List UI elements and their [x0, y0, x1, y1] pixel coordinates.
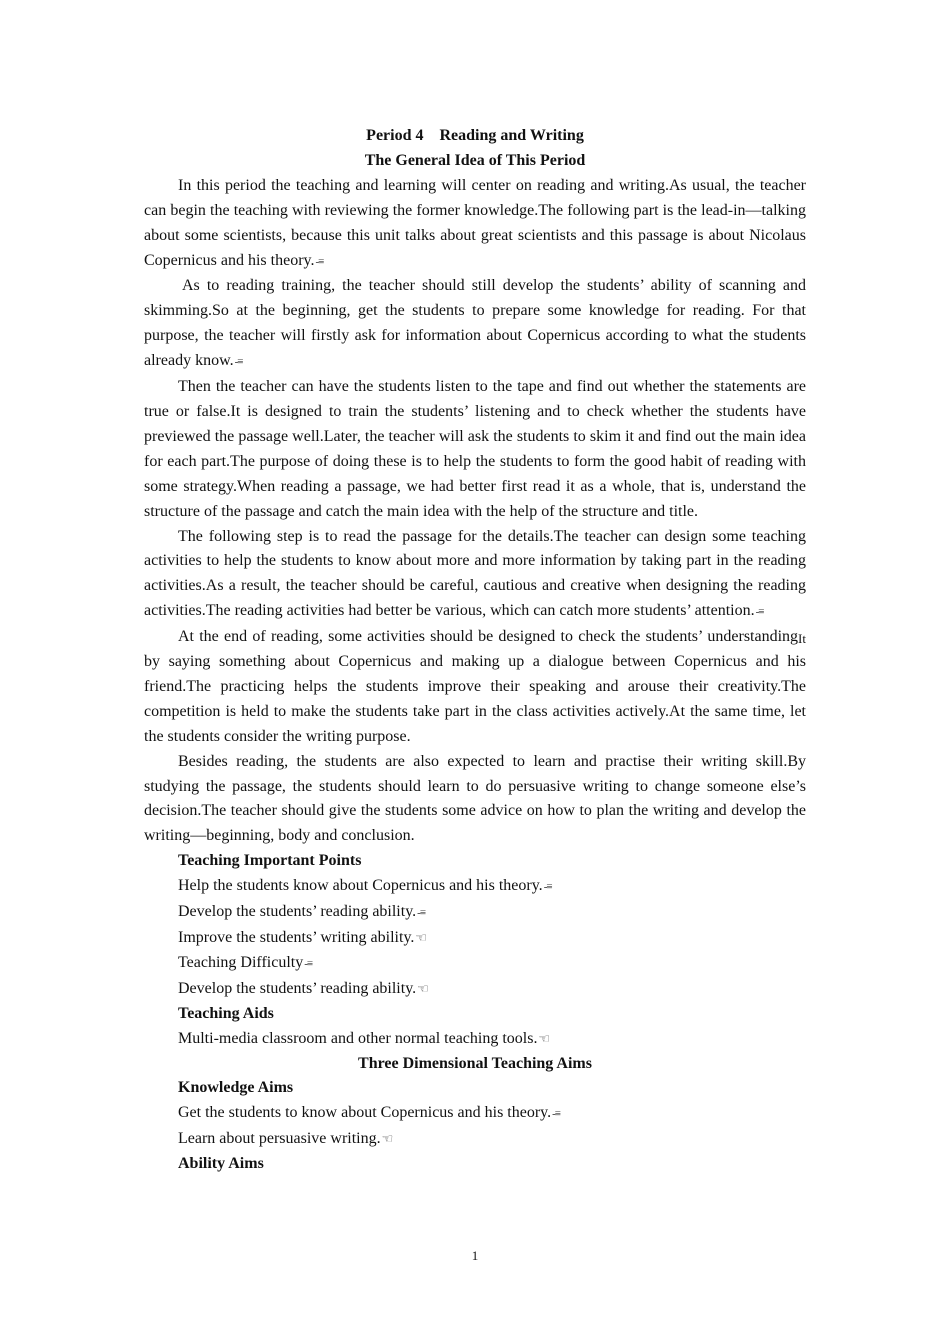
list-item: Get the students to know about Copernicus and his theory.-≡ — [178, 1104, 560, 1122]
page-title: Period 4 Reading and Writing — [366, 127, 584, 144]
hand-icon: ☜ — [415, 930, 427, 945]
line-mark: -≡ — [234, 356, 243, 369]
knowledge-aims-heading: Knowledge Aims — [178, 1079, 294, 1097]
line-mark: -≡ — [417, 907, 426, 920]
list-item: Improve the students’ writing ability.☜ — [178, 929, 427, 946]
difficulty-heading: Teaching Difficulty-≡ — [178, 953, 313, 971]
aims-heading: Three Dimensional Teaching Aims — [358, 1054, 592, 1072]
paragraph-2: As to reading training, the teacher should still develop the students’ ability of scanning and skimming.So at the beginning, get the students to prepare some knowledge for reading. For that purpose, the teacher will firstly ask for information about Copernicus according to what the students already know.-≡ — [144, 277, 806, 370]
paragraph-6: Besides reading, the students are also expected to learn and practise their writing skill.By studying the passage, the students should learn to do persuasive writing to change someone else’s decision.The teacher should give the students some advice on how to plan the writing and develop the writing—beginning, body and conclusion. — [144, 752, 806, 845]
list-item: Learn about persuasive writing.☜ — [178, 1130, 393, 1148]
paragraph-3: Then the teacher can have the students listen to the tape and find out whether the statements are true or false.It is designed to train the students’ listening and to check whether the students have previewed the passage well.Later, the teacher will ask the students to skim it and find out the main idea for each part.The purpose of doing these is to help the students to form the good habit of reading with some strategy.When reading a passage, we had better first read it as a whole, that is, understand the structure of the passage and catch the main idea with the help of the structure and title. — [144, 378, 806, 520]
document-page — [144, 124, 806, 1177]
hand-icon: ☜ — [538, 1030, 550, 1046]
hand-icon: ☜ — [381, 1131, 393, 1147]
page-subtitle: The General Idea of This Period — [364, 151, 586, 169]
ability-aims-heading: Ability Aims — [178, 1155, 264, 1173]
line-mark: -≡ — [755, 606, 764, 619]
hand-icon: ☜ — [417, 980, 428, 996]
list-item: Help the students know about Copernicus and his theory.-≡ — [178, 877, 552, 895]
paragraph-4: The following step is to read the passage for the details.The teacher can design some teaching activities to help the students to know about more and more information by taking part in the reading activities.As a result, the teacher should be careful, cautious and creative when designing the reading activities.The reading activities had better be various, which can catch more students’ attention.-≡ — [144, 527, 806, 620]
line-mark: -≡ — [304, 957, 313, 970]
paragraph-5: At the end of reading, some activities should be designed to check the students’ understandingIt by saying something about Copernicus and making up a dialogue between Copernicus and his friend.The practicing helps the students improve their speaking and arouse their creativity.The competition is held to make the students take part in the class activities actively.At the same time, let the students consider the writing purpose. — [144, 628, 806, 745]
paragraph-1: In this period the teaching and learning will center on reading and writing.As usual, the teacher can begin the teaching with reviewing the former knowledge.The following part is the lead-in—talking about some scientists, because this unit talks about great scientists and this passage is about Nicolaus Copernicus and his theory.-≡ — [144, 176, 806, 269]
page-number: 1 — [471, 1248, 479, 1263]
line-mark: -≡ — [552, 1108, 560, 1121]
list-item: Develop the students’ reading ability.-≡ — [178, 903, 426, 921]
inline-glyph: It — [798, 631, 806, 647]
list-item: Develop the students’ reading ability.☜ — [178, 979, 428, 997]
important-points-heading: Teaching Important Points — [178, 852, 362, 870]
aids-heading: Teaching Aids — [178, 1004, 274, 1022]
line-mark: -≡ — [543, 881, 552, 894]
line-mark: -≡ — [315, 255, 324, 268]
list-item: Multi-media classroom and other normal teaching tools.☜ — [178, 1029, 550, 1047]
